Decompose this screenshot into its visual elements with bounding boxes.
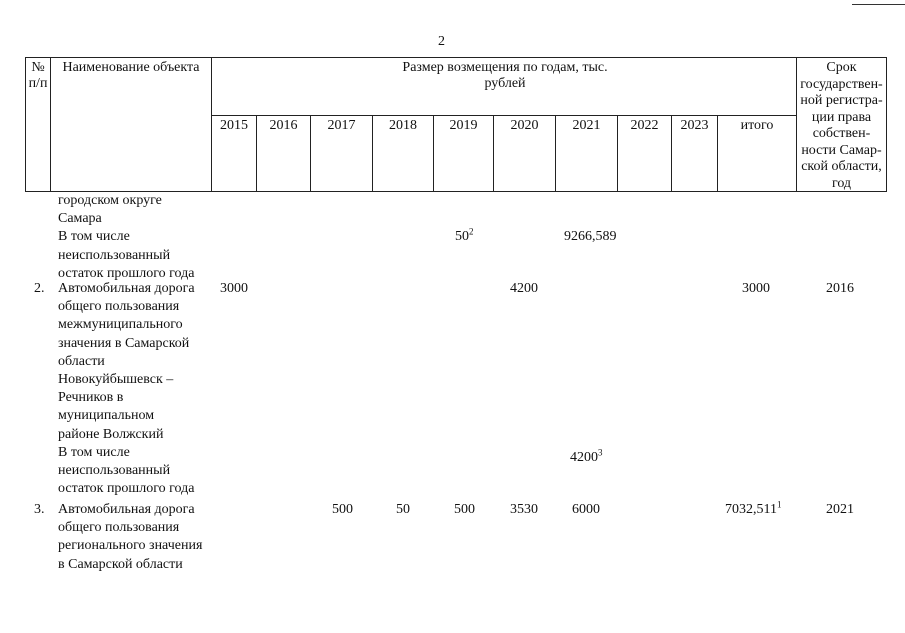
header-year: 2019 — [449, 118, 478, 133]
sub-label-line: остаток прошлого года — [58, 481, 195, 497]
page-number: 2 — [438, 34, 445, 49]
registration-year: 2021 — [826, 502, 854, 517]
header-number-col: № п/п — [28, 60, 48, 91]
sub-label-line: В том числе — [58, 444, 130, 460]
value-2020: 3530 — [510, 502, 538, 517]
object-name-line: районе Волжский — [58, 426, 164, 442]
object-name-line: области — [58, 353, 105, 369]
value-total: 7032,511$^1$ — [725, 499, 782, 517]
header-year: 2022 — [630, 118, 659, 133]
object-name-line: Автомобильная дорога — [58, 502, 195, 517]
object-name-line: Самара — [58, 211, 102, 227]
object-name-line: значения в Самарской — [58, 335, 190, 351]
value-2021: 4200$^3$ — [570, 447, 603, 465]
sub-label-line: неиспользованный — [58, 247, 171, 263]
header-year: 2018 — [389, 118, 417, 133]
value-2017: 500 — [332, 502, 353, 517]
object-name-line: межмуниципального — [58, 317, 183, 333]
object-name-line: в Самарской области — [58, 556, 183, 572]
sub-label-line: остаток прошлого года — [58, 265, 195, 281]
top-edge-line — [852, 4, 905, 5]
object-name-line: Новокуйбышевск – — [58, 372, 174, 388]
value-total: 3000 — [742, 281, 770, 296]
registration-year: 2016 — [826, 281, 854, 296]
header-year: 2017 — [327, 118, 356, 133]
row-number: 2. — [34, 281, 45, 296]
header-year-total: итого — [740, 118, 774, 133]
object-name-line: регионального значения — [58, 538, 203, 554]
header-year: 2016 — [269, 118, 298, 133]
header-year: 2015 — [220, 118, 248, 133]
value-2021: 9266,589 — [564, 229, 617, 244]
value-2019: 500 — [454, 502, 475, 517]
header-year: 2023 — [680, 118, 709, 133]
value-2018: 50 — [396, 502, 410, 517]
value-2021: 6000 — [572, 502, 600, 517]
value-2020: 4200 — [510, 281, 538, 296]
value-2019: $50^2$ — [455, 226, 474, 244]
sub-label-line: неиспользованный — [58, 463, 171, 479]
object-name-line: Автомобильная дорога — [58, 281, 195, 296]
header-year: 2021 — [572, 118, 601, 133]
sub-label-line: В том числе — [58, 229, 130, 245]
header-term-col: Срок государствен-ной регистра-ции права собствен-ности Самар-ской области, год — [800, 60, 883, 191]
object-name-line: общего пользования — [58, 299, 180, 315]
object-name-line: муниципальном — [58, 408, 155, 424]
row-number: 3. — [34, 502, 45, 517]
value-2015: 3000 — [220, 281, 248, 296]
header-name-col: Наименование объекта — [62, 60, 200, 75]
header-amount-col: Размер возмещения по годам, тыс. рублей — [402, 60, 608, 91]
object-name-line: Речников в — [58, 390, 124, 406]
object-name-line: общего пользования — [58, 520, 180, 536]
object-name-line: городском округе — [58, 193, 162, 208]
header-year: 2020 — [510, 118, 539, 133]
